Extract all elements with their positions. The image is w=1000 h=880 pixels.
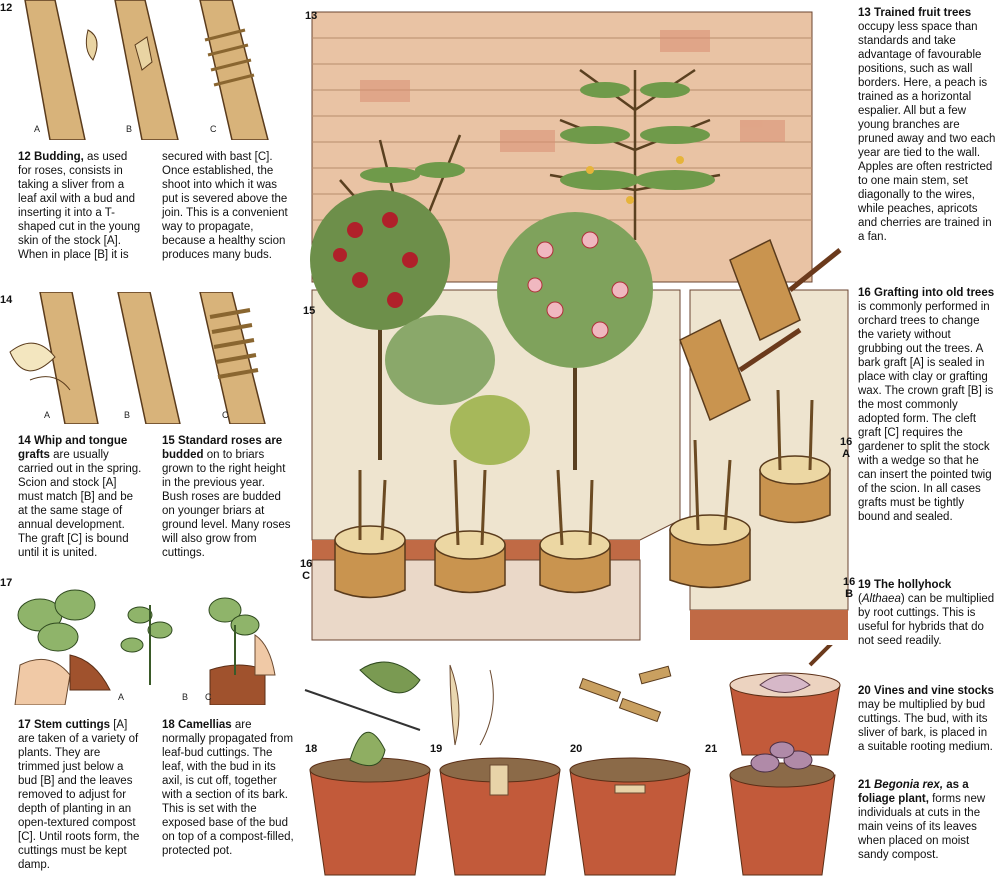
caption-number: 17 [18,719,31,731]
caption-heading: Standard roses are budded [162,435,283,461]
label-a: A [118,692,125,702]
caption-17 [18,718,143,872]
caption-text: [A] are taken of a variety of plants. They are trimmed just below a bud [B] and the leaves removed to adjust for depth of planting in an open-textured compost [C]. Until roots form, the cuttings must be kept damp. [18,719,140,871]
caption-text-pre: ( [858,593,862,605]
caption-text: may be multiplied by bud cuttings. The bud, with its sliver of bark, is placed in a suitable rooting medium. [858,699,993,753]
caption-text: are normally propagated from leaf-bud cuttings. The leaf, with the bud in its axil, is cut off, together with a section of its bark. This is set with the exposed base of the bud on top of a compost-filled, protected pot. [162,719,294,857]
caption-15 [162,434,292,560]
caption-number: 18 [162,719,175,731]
caption-number: 16 [858,287,871,299]
caption-18 [162,718,296,858]
caption-text: is commonly performed in orchard trees to change the variety without grubbing out the trees. A bark graft [A] is sealed in place with clay or grafting wax. The crown graft [B] is the most commonly adopted form. The cleft graft [C] requires the gardener to split the stock with a wedge so that he can insert the pointed twig of the scion. In all cases grafts must be tightly bound and sealed. [858,301,994,523]
caption-number: 20 [858,685,871,697]
caption-20 [858,684,996,754]
caption-number: 14 [18,435,31,447]
caption-heading: Stem cuttings [34,719,111,731]
label-a: A [44,410,51,420]
label-b: B [126,124,133,134]
callout-16b [843,576,855,600]
label-a: A [34,124,41,134]
caption-text: are usually carried out in the spring. Scion and stock [A] must match [B] and be at the same stage of annual development. The graft [C] is bound until it is united. [18,449,142,559]
caption-21 [858,778,996,862]
figure-number: 12 [0,2,13,14]
caption-12-col2: secured with bast [C]. Once established, the shoot into which it was put is severed above the join. This is a convenient way to propagate, because a healthy scion produces many buds. [162,151,288,261]
caption-heading: Camellias [178,719,232,731]
label-b: B [124,410,131,420]
figure-number: 13 [305,10,318,22]
figure-number: 14 [0,294,13,306]
budding-illustration [0,0,300,140]
label-b: B [182,692,189,702]
caption-italic: Althaea [861,593,901,605]
caption-heading: Whip and tongue grafts [18,435,128,461]
stem-cuttings-illustration [0,575,300,705]
callout-letter: C [302,570,311,582]
figure-number: 15 [303,305,316,317]
caption-text: ) can be multiplied by root cuttings. This is useful for hybrids that do not seed readily. [858,593,995,647]
figure-number: 18 [305,743,318,755]
caption-19 [858,578,996,648]
figure-number: 19 [430,743,443,755]
label-c: C [222,410,229,420]
figure-number: 21 [705,743,718,755]
caption-heading: The hollyhock [874,579,952,591]
callout-number: 16 [843,576,856,588]
caption-text: on to briars grown to the right height in the previous year. Bush roses are budded on younger briars at ground level. Many roses will also grow from cuttings. [162,449,291,559]
caption-heading: as a foliage plant, [858,779,969,805]
label-c: C [210,124,217,134]
callout-letter: A [842,448,851,460]
caption-number: 12 [18,151,31,163]
caption-16 [858,286,996,524]
caption-heading-italic: Begonia rex, [874,779,944,791]
callout-16a [840,436,852,460]
caption-number: 15 [162,435,175,447]
callout-number: 16 [840,436,853,448]
caption-number: 13 [858,7,871,19]
caption-heading: Grafting into old trees [874,287,995,299]
caption-heading: Trained fruit trees [874,7,972,19]
whip-tongue-illustration [0,292,300,424]
caption-number: 19 [858,579,871,591]
callout-number: 16 [300,558,313,570]
caption-13 [858,6,996,244]
caption-text: forms new individuals at cuts in the main veins of its leaves when placed on moist sandy compost. [858,793,986,861]
figure-number: 17 [0,577,13,589]
caption-14 [18,434,143,560]
cuttings-pots-illustration [300,645,845,880]
caption-12-col1 [18,150,143,262]
garden-grafting-illustration [300,0,853,650]
callout-letter: B [845,588,854,600]
label-c: C [205,692,212,702]
caption-heading: Budding, [34,151,84,163]
caption-heading: Vines and vine stocks [874,685,994,697]
callout-16c [300,558,312,582]
caption-number: 21 [858,779,871,791]
caption-text: occupy less space than standards and take advantage of favourable positions, such as wall borders. Here, a peach is trained as a horizontal espalier. All but a few young branches are pruned away and two each year are tied to the wall. Apples are often restricted to one main stem, set diagonally to the wires, while peaches, apricots and cherries are trained in a fan. [858,21,996,243]
caption-text: as used for roses, consists in taking a sliver from a leaf axil with a bud and inserting it into a T-shaped cut in the young skin of the stock [A]. When in place [B] it is [18,151,141,261]
figure-number: 20 [570,743,583,755]
